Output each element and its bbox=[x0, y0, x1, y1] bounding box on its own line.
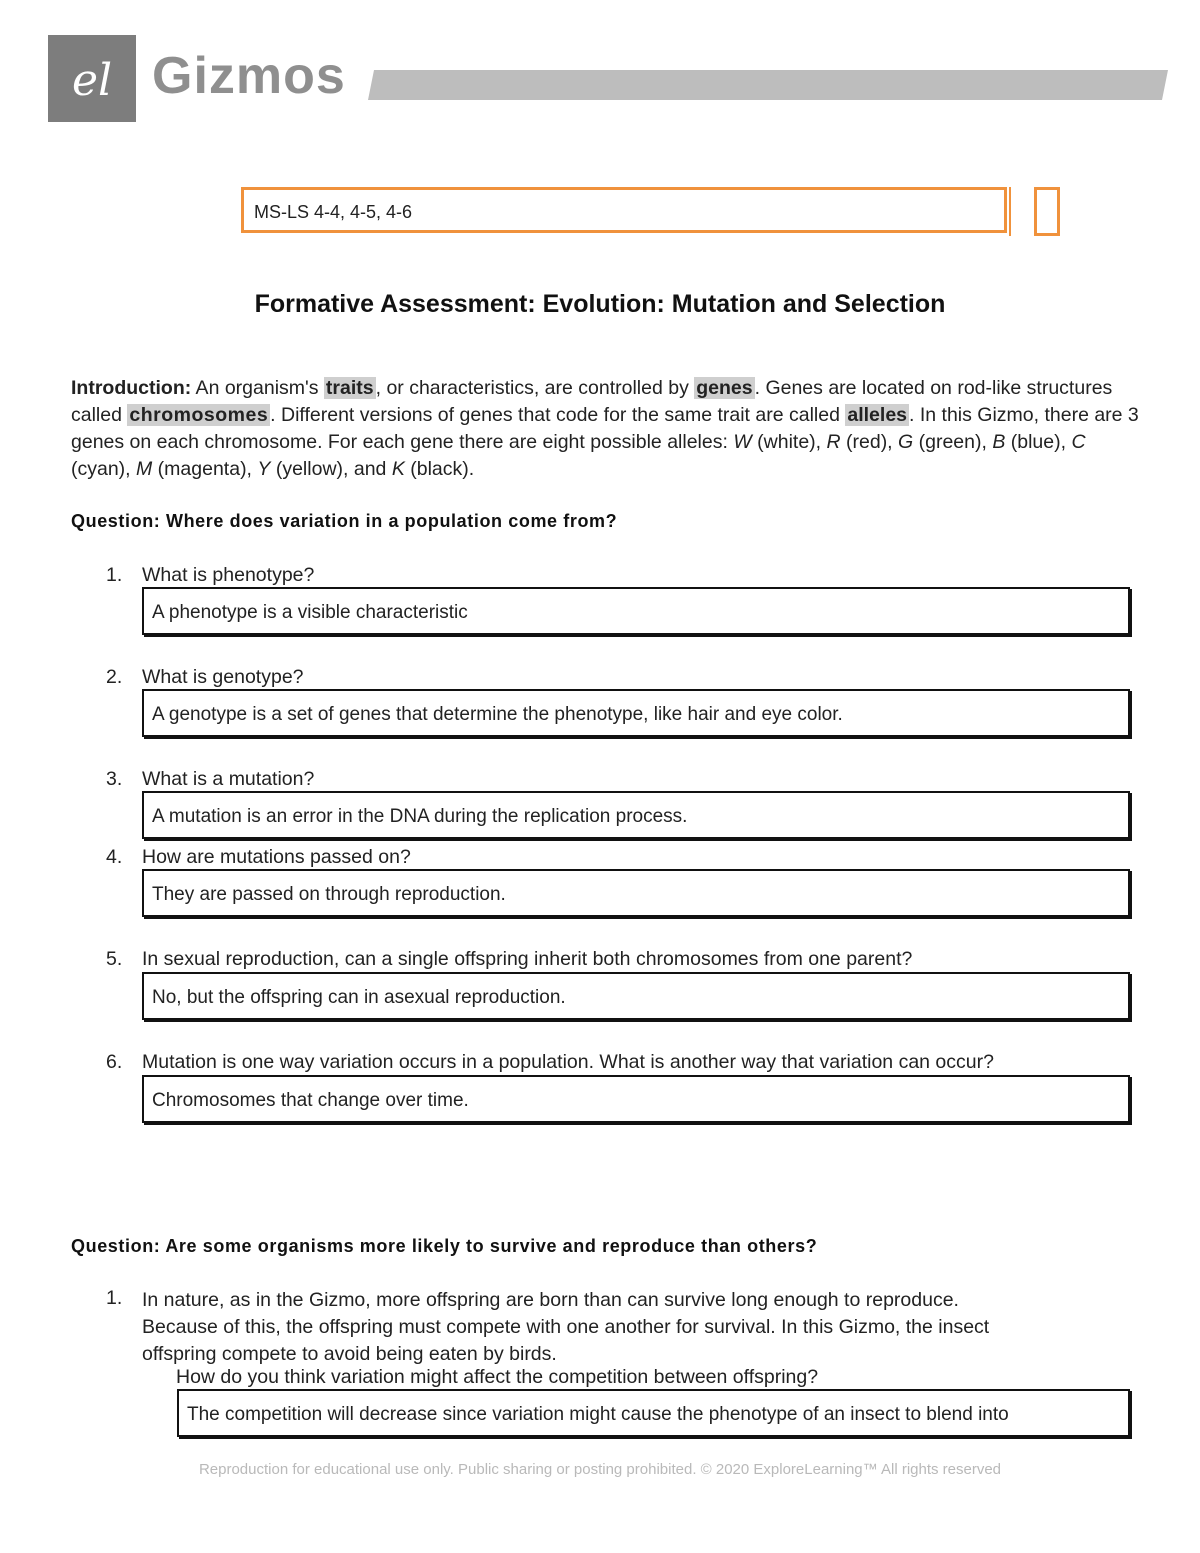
question-3-text: What is a mutation? bbox=[142, 768, 315, 790]
answer-1-field[interactable] bbox=[142, 587, 1130, 635]
answer-2-text: A genotype is a set of genes that determine the phenotype, like hair and eye color. bbox=[152, 704, 843, 725]
allele-m: M bbox=[136, 458, 153, 480]
question-6-text: Mutation is one way variation occurs in a population. What is another way that variation can occur? bbox=[142, 1051, 994, 1073]
keyword-alleles: alleles bbox=[847, 404, 908, 426]
s2-question-1-line-1: In nature, as in the Gizmo, more offspring are born than can survive long enough to reproduce. bbox=[142, 1289, 959, 1311]
intro-text: (white), bbox=[751, 431, 827, 453]
footer-copyright: Reproduction for educational use only. Public sharing or posting prohibited. © 2020 ExploreLearning™ All rights reserved bbox=[198, 1461, 1002, 1478]
intro-text: (cyan), bbox=[71, 458, 137, 480]
answer-6-field[interactable] bbox=[142, 1075, 1130, 1123]
answer-6-text: Chromosomes that change over time. bbox=[152, 1090, 469, 1111]
logo-letters: el bbox=[71, 55, 113, 106]
standards-text: MS-LS 4-4, 4-5, 4-6 bbox=[254, 202, 413, 222]
question-2-number: 2. bbox=[106, 666, 123, 688]
allele-g: G bbox=[898, 431, 914, 453]
allele-y: Y bbox=[257, 458, 271, 480]
s2-question-1-number: 1. bbox=[106, 1287, 123, 1309]
intro-text: , or characteristics, are controlled by bbox=[375, 377, 695, 399]
section-1-heading: Question: Where does variation in a population come from? bbox=[71, 511, 618, 531]
answer-2-field[interactable] bbox=[142, 689, 1130, 737]
s2-sub-question: How do you think variation might affect the competition between offspring? bbox=[176, 1366, 819, 1388]
question-3-number: 3. bbox=[106, 768, 123, 790]
keyword-traits: traits bbox=[325, 377, 374, 399]
intro-text: (yellow), and bbox=[270, 458, 392, 480]
answer-1-text: A phenotype is a visible characteristic bbox=[152, 602, 468, 623]
allele-w: W bbox=[733, 431, 752, 453]
s2-question-1-text bbox=[142, 1287, 989, 1368]
s2-question-1-line-2: Because of this, the offspring must compete with one another for survival. In this Gizmo, the insect bbox=[142, 1316, 990, 1338]
intro-text: An organism's bbox=[191, 377, 324, 399]
section-2-heading: Question: Are some organisms more likely to survive and reproduce than others? bbox=[71, 1236, 818, 1256]
el-logo-icon bbox=[48, 35, 136, 122]
intro-text: (magenta), bbox=[152, 458, 258, 480]
question-1-text: What is phenotype? bbox=[142, 564, 315, 586]
intro-text: (black). bbox=[404, 458, 475, 480]
allele-k: K bbox=[391, 458, 405, 480]
question-5-number: 5. bbox=[106, 948, 123, 970]
question-5-text: In sexual reproduction, can a single offspring inherit both chromosomes from one parent? bbox=[142, 948, 913, 970]
s2-answer-1-text: The competition will decrease since variation might cause the phenotype of an insect to blend into bbox=[187, 1404, 1009, 1425]
allele-b: B bbox=[992, 431, 1006, 453]
explorelearning-logo bbox=[48, 35, 136, 122]
question-4-text: How are mutations passed on? bbox=[142, 846, 411, 868]
keyword-genes: genes bbox=[696, 377, 753, 399]
answer-3-field[interactable] bbox=[142, 791, 1130, 839]
intro-text: (blue), bbox=[1005, 431, 1072, 453]
keyword-chromosomes: chromosomes bbox=[129, 404, 269, 426]
standards-box-divider bbox=[1009, 187, 1011, 236]
question-6-number: 6. bbox=[106, 1051, 123, 1073]
answer-3-text: A mutation is an error in the DNA during the replication process. bbox=[152, 806, 688, 827]
intro-label: Introduction: bbox=[71, 377, 192, 399]
intro-text: . Different versions of genes that code for the same trait are called bbox=[270, 404, 846, 426]
intro-text: (green), bbox=[913, 431, 993, 453]
standards-side-box bbox=[1034, 187, 1060, 236]
intro-text: . In this Gizmo, there are 3 genes on each chromosome. For each gene there are eight possible alleles: bbox=[71, 404, 1139, 453]
question-4-number: 4. bbox=[106, 846, 123, 868]
brand-name: Gizmos bbox=[152, 47, 346, 105]
answer-4-field[interactable] bbox=[142, 869, 1130, 917]
intro-text: . Genes are located on rod-like structures called bbox=[71, 377, 1113, 426]
intro-text: (red), bbox=[840, 431, 899, 453]
s2-answer-1-field[interactable] bbox=[177, 1389, 1130, 1437]
standards-box bbox=[241, 187, 1007, 233]
answer-5-text: No, but the offspring can in asexual reproduction. bbox=[152, 987, 566, 1008]
introduction-paragraph bbox=[71, 375, 1141, 483]
allele-c: C bbox=[1071, 431, 1086, 453]
answer-5-field[interactable] bbox=[142, 972, 1130, 1020]
s2-question-1-line-3: offspring compete to avoid being eaten by birds. bbox=[142, 1343, 557, 1365]
page-title: Formative Assessment: Evolution: Mutation and Selection bbox=[254, 290, 946, 318]
question-2-text: What is genotype? bbox=[142, 666, 304, 688]
header-decorative-bar bbox=[368, 70, 1168, 100]
allele-r: R bbox=[826, 431, 841, 453]
question-1-number: 1. bbox=[106, 564, 123, 586]
answer-4-text: They are passed on through reproduction. bbox=[152, 884, 506, 905]
